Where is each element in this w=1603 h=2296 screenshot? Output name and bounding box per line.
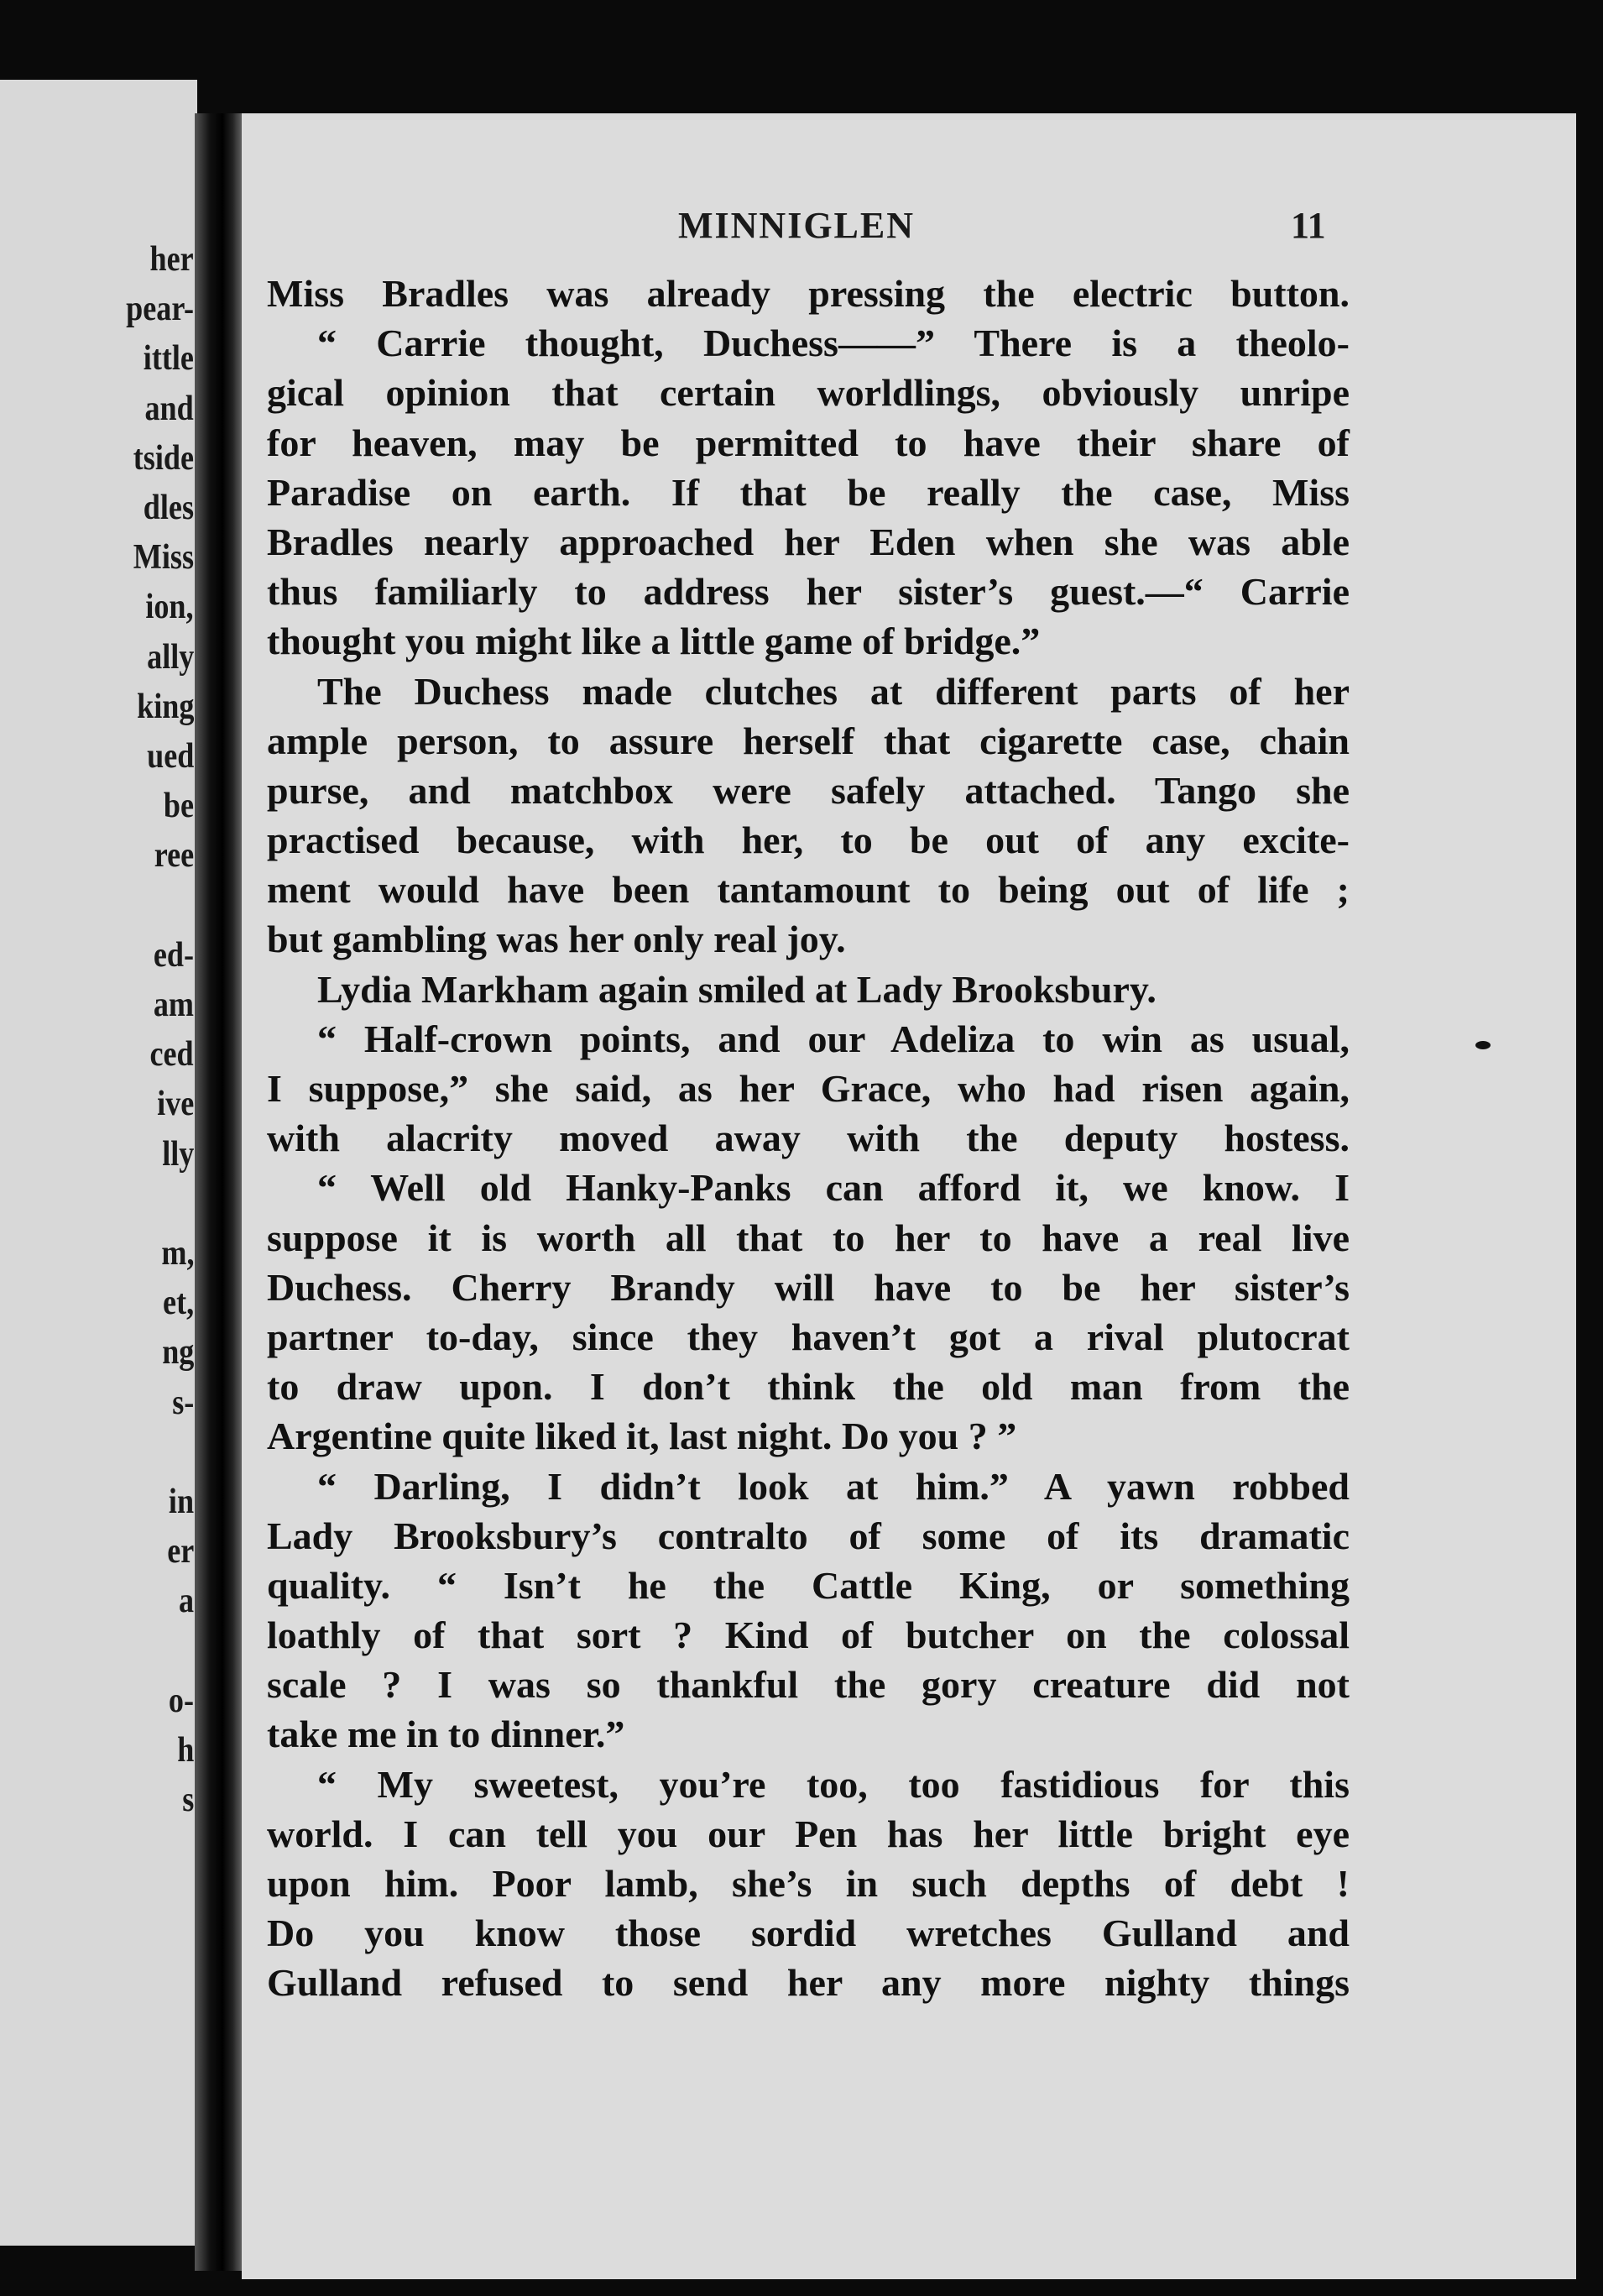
text-line: Miss Bradles was already pressing the electric button. [267, 272, 1350, 315]
text-line: loathly of that sort ? Kind of butcher on the colossal [267, 1613, 1350, 1657]
left-page-text-fragment: ued [146, 737, 194, 776]
left-page-text-fragment: in [168, 1483, 194, 1521]
text-line: Duchess. Cherry Brandy will have to be her sister’s [267, 1265, 1350, 1309]
text-line: scale ? I was so thankful the gory creature did not [267, 1663, 1350, 1707]
text-line: take me in to dinner.” [267, 1713, 625, 1756]
left-page-text-fragment: lly [161, 1134, 194, 1174]
left-page-text-fragment: and [144, 389, 194, 428]
text-line: Paradise on earth. If that be really the case, Miss [267, 470, 1350, 514]
left-page-text-fragment: ed- [153, 935, 194, 975]
left-page-text-fragment: her [149, 240, 194, 279]
left-page-text-fragment: m, [160, 1234, 194, 1273]
text-line: “ My sweetest, you’re too, too fastidious for this [317, 1762, 1350, 1806]
left-page-text-fragment: ally [146, 637, 194, 677]
text-line: “ Half-crown points, and our Adeliza to win as usual, [317, 1017, 1350, 1060]
left-page-text-fragment: be [163, 787, 194, 826]
left-page-text-fragment: s [181, 1781, 194, 1820]
text-line: Argentine quite liked it, last night. Do you ? ” [267, 1415, 1017, 1458]
text-line: ample person, to assure herself that cigarette case, chain [267, 719, 1350, 762]
text-line: to draw upon. I don’t think the old man from the [267, 1365, 1350, 1409]
text-line: suppose it is worth all that to her to have a real live [267, 1216, 1350, 1259]
ink-speck [1475, 1041, 1491, 1049]
left-page-text-fragment: ced [149, 1035, 194, 1075]
text-line: “ Carrie thought, Duchess——” There is a theolo- [317, 322, 1350, 365]
left-page-text-fragment: ive [156, 1085, 194, 1124]
left-page-text-fragment: ion, [145, 588, 194, 627]
text-line: practised because, with her, to be out of any excite- [267, 819, 1350, 862]
text-line: “ Darling, I didn’t look at him.” A yawn robbed [317, 1464, 1350, 1508]
left-page-text-fragment: o- [168, 1681, 194, 1720]
text-line: for heaven, may be permitted to have their share of [267, 421, 1350, 464]
text-line: Do you know those sordid wretches Gulland and [267, 1912, 1350, 1955]
left-page-text-fragment: s- [171, 1383, 194, 1422]
body-text [267, 269, 1350, 2008]
text-line: thought you might like a little game of bridge.” [267, 620, 1041, 663]
text-line: I suppose,” she said, as her Grace, who had risen again, [267, 1067, 1350, 1110]
page-number: 11 [1291, 205, 1326, 246]
book-gutter [195, 113, 245, 2271]
text-line: gical opinion that certain worldlings, obviously unripe [267, 371, 1350, 415]
left-page-text-fragment: king [136, 687, 194, 726]
text-line: “ Well old Hanky-Panks can afford it, we know. I [317, 1166, 1350, 1210]
left-page-edge [0, 80, 197, 2246]
right-page [242, 113, 1576, 2279]
left-page-text-fragment: tside [133, 438, 194, 478]
text-line: Lydia Markham again smiled at Lady Brooksbury. [317, 967, 1157, 1011]
text-line: quality. “ Isn’t he the Cattle King, or something [267, 1563, 1350, 1607]
left-page-text-fragment: ittle [143, 339, 194, 379]
left-page-text-fragment: a [178, 1582, 194, 1621]
left-page-text-fragment: Miss [133, 538, 194, 578]
text-line: partner to-day, since they haven’t got a rival plutocrat [267, 1315, 1350, 1358]
text-line: Gulland refused to send her any more nighty things [267, 1961, 1350, 2005]
left-page-text-fragment: er [166, 1532, 194, 1572]
text-line: world. I can tell you our Pen has her little bright eye [267, 1812, 1350, 1855]
text-line: purse, and matchbox were safely attached. Tango she [267, 768, 1350, 812]
left-page-text-fragment: ree [154, 836, 194, 876]
left-page-text-fragment: dles [143, 489, 194, 527]
text-line: The Duchess made clutches at different parts of her [317, 669, 1350, 713]
left-page-text-fragment: et, [162, 1284, 194, 1323]
left-page-text-fragment: ng [161, 1333, 194, 1373]
text-line: Bradles nearly approached her Eden when she was able [267, 520, 1350, 563]
text-line: upon him. Poor lamb, she’s in such depths of debt ! [267, 1862, 1350, 1905]
left-page-text-fragment: h [176, 1731, 194, 1770]
running-head: MINNIGLEN [678, 205, 916, 246]
text-line: Lady Brooksbury’s contralto of some of its dramatic [267, 1514, 1350, 1557]
text-line: thus familiarly to address her sister’s guest.—“ Carrie [267, 570, 1350, 614]
text-line: with alacrity moved away with the deputy hostess. [267, 1117, 1350, 1160]
left-page-text-fragment: am [153, 986, 194, 1024]
text-line: but gambling was her only real joy. [267, 918, 846, 961]
left-page-text-fragment: pear- [126, 290, 194, 329]
text-line: ment would have been tantamount to being out of life ; [267, 868, 1350, 912]
